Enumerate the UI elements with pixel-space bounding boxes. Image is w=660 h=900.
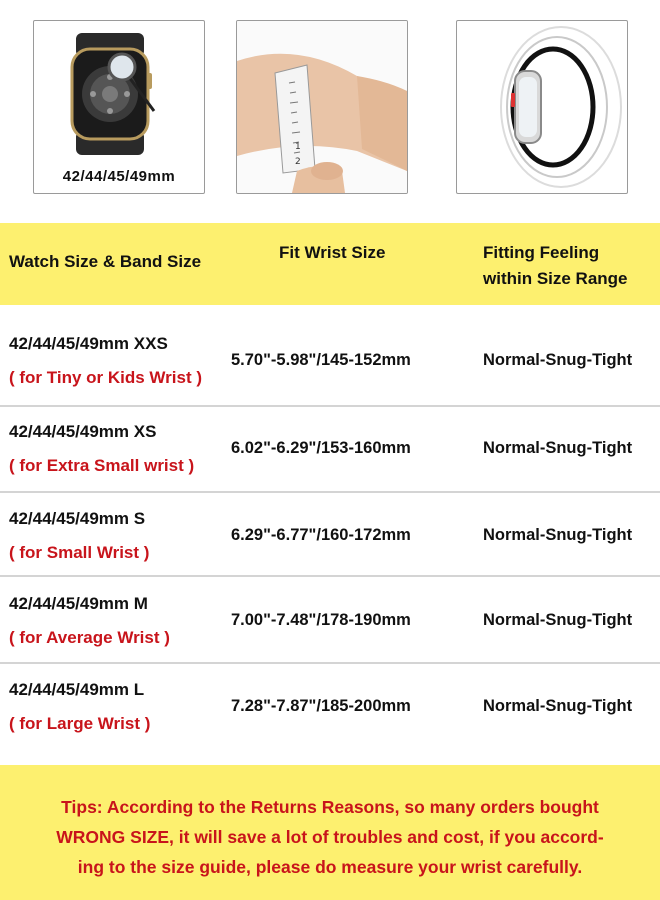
size-name: 42/44/45/49mm XS [9,422,157,441]
tips-text [20,792,640,882]
table-row-xs [0,410,660,492]
tips-banner [0,765,660,900]
header-fitting-feeling [483,240,628,292]
header-fitting-feeling-line2: within Size Range [483,269,628,288]
watch-size-caption: 42/44/45/49mm [62,168,176,185]
size-name: 42/44/45/49mm S [9,509,146,528]
fit-range: 6.02"-6.29"/153-160mm [231,439,411,457]
fitting-feeling: Normal-Snug-Tight [483,439,633,457]
ruler-mark-1: 1 [295,142,301,152]
fitting-feeling: Normal-Snug-Tight [483,526,633,544]
size-name: 42/44/45/49mm M [9,594,148,613]
fitting-feeling: Normal-Snug-Tight [483,351,633,369]
row-divider [0,662,660,664]
fitting-feeling: Normal-Snug-Tight [483,611,633,629]
table-row-xxs [0,322,660,404]
fit-range: 6.29"-6.77"/160-172mm [231,526,411,544]
size-note: ( for Average Wrist ) [9,628,170,647]
fit-range: 5.70"-5.98"/145-152mm [231,351,411,369]
fitting-feeling: Normal-Snug-Tight [483,697,633,715]
header-fit-wrist-size: Fit Wrist Size [279,243,386,262]
tips-line-2: WRONG SIZE, it will save a lot of troubles and cost, if you accord- [56,827,604,847]
size-note: ( for Large Wrist ) [9,714,151,733]
watch-back-photo [33,20,205,194]
watch-band-photo [456,20,628,194]
fit-range: 7.00"-7.48"/178-190mm [231,611,411,629]
wrist-measure-illustration [237,21,407,193]
header-watch-size: Watch Size & Band Size [9,252,202,271]
size-note: ( for Extra Small wrist ) [9,456,195,475]
tips-line-1: Tips: According to the Returns Reasons, so many orders bought [61,797,599,817]
fit-range: 7.28"-7.87"/185-200mm [231,697,411,715]
table-header [0,223,660,305]
size-note: ( for Small Wrist ) [9,543,150,562]
header-fitting-feeling-line1: Fitting Feeling [483,243,600,262]
row-divider [0,491,660,493]
row-divider [0,575,660,577]
table-row-m [0,582,660,664]
size-name: 42/44/45/49mm XXS [9,334,168,353]
size-name: 42/44/45/49mm L [9,680,145,699]
wrist-measure-photo [236,20,408,194]
table-row-s [0,497,660,579]
ruler-mark-2: 2 [295,157,301,167]
row-divider [0,405,660,407]
table-row-l [0,668,660,750]
watch-band-illustration [457,21,627,193]
tips-line-3: ing to the size guide, please do measure your wrist carefully. [77,857,583,877]
size-note: ( for Tiny or Kids Wrist ) [9,368,202,387]
